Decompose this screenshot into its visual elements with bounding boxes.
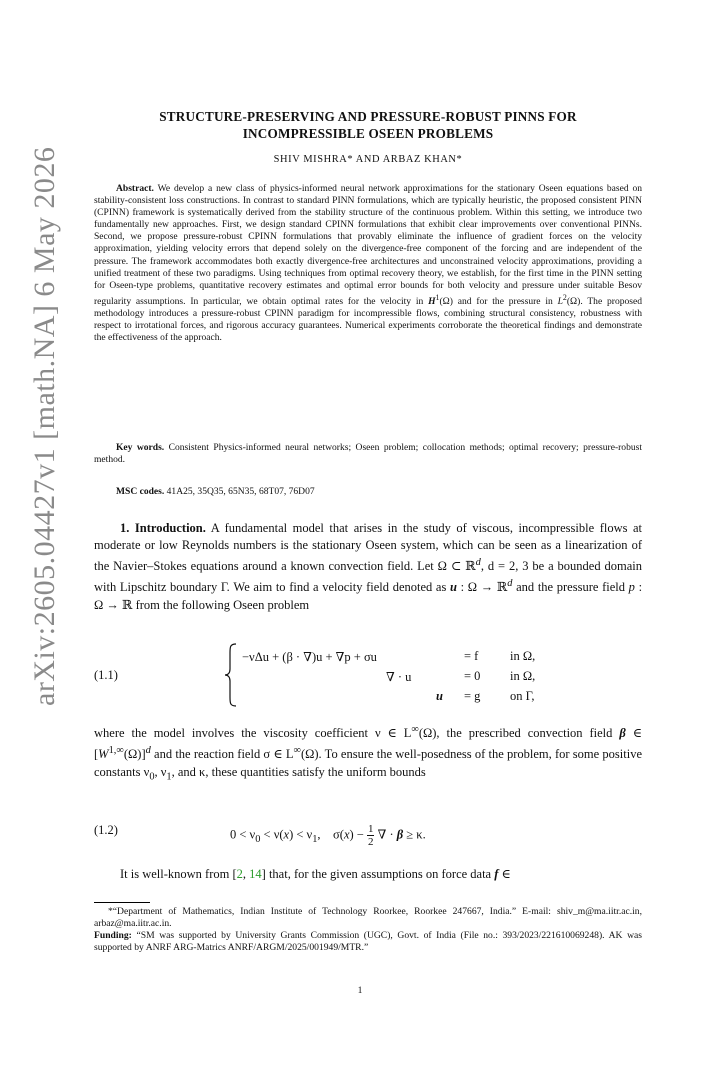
eq-row-1-rhs: = f xyxy=(464,649,479,663)
eq-row-2-rhs: = 0 xyxy=(464,669,481,683)
eq-row-2-domain: in Ω, xyxy=(510,669,536,683)
eq-row-3-rhs: = g xyxy=(464,689,481,703)
last-body-2: ] that, for the given assumptions on force data xyxy=(261,867,492,881)
after-body-1: where the model involves the viscosity coefficient ν ∈ L xyxy=(94,726,412,741)
footnote-rule xyxy=(94,902,150,903)
l2-symbol: L xyxy=(557,296,563,308)
section-heading: 1. Introduction. xyxy=(120,521,206,535)
title-line-1: STRUCTURE-PRESERVING AND PRESSURE-ROBUST PINNS FOR xyxy=(159,109,577,124)
footnotes xyxy=(94,906,642,954)
intro-body-2: , d = 2, 3 be a bounded domain with Lipschitz boundary Γ. We aim to find a velocity field denoted as xyxy=(94,559,642,595)
msc-label: MSC codes. xyxy=(116,486,165,497)
author-list: SHIV MISHRA* AND ARBAZ KHAN* xyxy=(273,154,463,165)
intro-body-3: and the pressure field xyxy=(516,580,625,595)
abstract: Abstract. We develop a new class of physics-informed neural network approximations for the stationary Oseen equations based on stability-consistent loss constructions. In contrast to standard PINN formulations, which are typically heuristic, the proposed consistent PINN (CPINN) framework is systematically derived from the stability structure of the continuous problem. Within this setting, we introduce two fundamentally new approaches. First, we design standard CPINN formulations that exhibit clear improvements over conventional PINNs. Second, we propose pressure-robust CPINN formulations that provably eliminate the influence of gradient forces on the velocity approximation, yielding velocity errors that depend solely on the divergence-free component of the forcing and are independent of the pressure. The framework accommodates both exactly divergence-free architectures and unconstrained velocity approximations, providing a unified treatment of these two paradigms. Using techniques from optimal recovery theory, we establish, for the first time in the PINN setting for Oseen-type problems, quantitative recovery estimates and optimal error bounds for both velocity and pressure under suitable Besov regularity assumptions. In particular, we obtain optimal rates for the velocity in $H^1(\Omega)$ and for the pressure in $L^2(\Omega)$. The proposed methodology introduces a pressure-robust CPINN paradigm for incompressible flows, combining structural consistency, robustness with respect to irrotational forces, and rigorous accuracy guarantees. Numerical experiments corroborate the theoretical findings and demonstrate the effectiveness of the approach. xyxy=(94,183,643,344)
title-line-2: INCOMPRESSIBLE OSEEN PROBLEMS xyxy=(242,126,494,141)
eq-row-3-lhs: u xyxy=(436,689,443,703)
assumptions-paragraph: where the model involves the viscosity coefficient ν ∈ L∞(Ω), the prescribed convection field β ∈ $[W^{1,\infty}(\Omega)]^d$ and the reaction field σ ∈ L∞(Ω). To ensure the well-posedness of the problem, for some positive constants $\nu_0$, $\nu_1$, and κ, these quantities satisfy the uniform bounds xyxy=(94,724,642,782)
funding-label: Funding: xyxy=(94,930,132,941)
after-body-2: (Ω), the prescribed convection field xyxy=(418,726,613,741)
after-body-5: and κ, these quantities satisfy the uniform bounds xyxy=(177,764,426,779)
citation-link-14[interactable]: 14 xyxy=(249,867,262,881)
keywords-text: Consistent Physics-informed neural networks; Oseen problem; collocation methods; optimal recovery; pressure-robust method. xyxy=(94,442,642,466)
funding-footnote xyxy=(94,930,642,954)
eq-row-3-domain: on Γ, xyxy=(510,689,535,703)
abstract-body-3: (Ω). The proposed methodology introduces a pressure-robust CPINN paradigm for incompressible flows, combining structural consistency, robustness with respect to irrotational forces, and rigorous accuracy guarantees. Numerical experiments corroborate the theoretical findings and demonstrate the effectiveness of the approach. xyxy=(94,296,642,344)
page-number: 1 xyxy=(357,985,363,996)
arxiv-identifier: arXiv:2605.04427v1 [math.NA] 6 May 2026 xyxy=(28,146,61,706)
msc-codes xyxy=(94,486,642,498)
equation-number-2: (1.2) xyxy=(94,823,118,837)
intro-body-4: from the following Oseen problem xyxy=(135,597,310,612)
left-brace-icon xyxy=(224,643,238,707)
msc-text: 41A25, 35Q35, 65N35, 68T07, 76D07 xyxy=(166,486,315,497)
eq-row-1-domain: in Ω, xyxy=(510,649,536,663)
equation-number: (1.1) xyxy=(94,668,118,682)
introduction-paragraph: 1. Introduction. A fundamental model that arises in the study of viscous, incompressible flows at moderate or low Reynolds numbers is the stationary Oseen system, which can be seen as a linearization of the Navier–Stokes equations around a known convection field. Let Ω ⊂ ℝ$^d$, d = 2, 3 be a bounded domain with Lipschitz boundary Γ. We aim to find a velocity field denoted as u : Ω → ℝ$^d$ and the pressure field p : Ω → ℝ from the following Oseen problem xyxy=(94,521,643,612)
uniform-bounds-formula: $0 < \nu_0 < \nu(x) < \nu_1$, σ(x) − $\frac{1}{2}$ ∇ · β ≥ κ. xyxy=(230,823,426,848)
citation-link-2[interactable]: 2 xyxy=(236,867,243,881)
closing-paragraph: It is well-known from [2, 14] that, for the given assumptions on force data f ∈ xyxy=(120,867,511,881)
paper-title xyxy=(94,108,642,142)
affiliation-footnote: *“Department of Mathematics, Indian Institute of Technology Roorkee, Roorkee 247667, India.” E-mail: shiv_m@ma.iitr.ac.in, arbaz@ma.iitr.ac.in. xyxy=(94,906,642,929)
intro-body-1: A fundamental model that arises in the study of viscous, incompressible flows at moderate or low Reynolds numbers is the stationary Oseen system, which can be seen as a linearization of the Navier–Stokes equations around a known convection field. Let Ω ⊂ ℝ xyxy=(94,521,643,574)
eq-row-1-lhs: −νΔu + (β · ∇)u + ∇p + σu xyxy=(242,650,377,664)
abstract-label: Abstract. xyxy=(116,183,154,194)
keywords xyxy=(94,442,642,466)
after-body-3: and the reaction field σ ∈ L xyxy=(154,747,294,762)
abstract-body-1: We develop a new class of physics-informed neural network approximations for the stationary Oseen equations based on stability-consistent loss constructions. In contrast to standard PINN formulations, which are typically heuristic, the proposed consistent PINN (CPINN) framework is systematically derived from the stability structure of the continuous problem. Within this setting, we introduce two fundamentally new approaches. First, we design standard CPINN formulations that exhibit clear improvements over conventional PINNs. Second, we propose pressure-robust CPINN formulations that provably eliminate the influence of gradient forces on the velocity approximation, yielding velocity errors that depend solely on the divergence-free component of the forcing and are independent of the pressure. The framework accommodates both exactly divergence-free architectures and unconstrained velocity approximations, providing a unified treatment of these two paradigms. Using techniques from optimal recovery theory, we establish, for the first time in the PINN setting for Oseen-type problems, quantitative recovery estimates and optimal error bounds for both velocity and pressure under suitable Besov regularity assumptions. In particular, we obtain optimal rates for the velocity in xyxy=(94,183,643,308)
after-body-4: (Ω). To ensure the well-posedness of the problem, for some positive constants ν xyxy=(94,747,642,779)
abstract-body-2: (Ω) and for the pressure in xyxy=(439,296,553,308)
keywords-label: Key words. xyxy=(116,442,165,453)
last-body-1: It is well-known from [ xyxy=(120,867,237,881)
funding-text: “SM was supported by University Grants Commission (UGC), Govt. of India (File no.: 393/2023/221610069248). AK was supported by ANRF ARG-Matrics ANRF/ARGM/2025/001949/MTR.” xyxy=(94,930,642,953)
h1-symbol: H xyxy=(428,296,436,308)
eq-row-2-lhs: ∇ · u xyxy=(386,670,412,684)
